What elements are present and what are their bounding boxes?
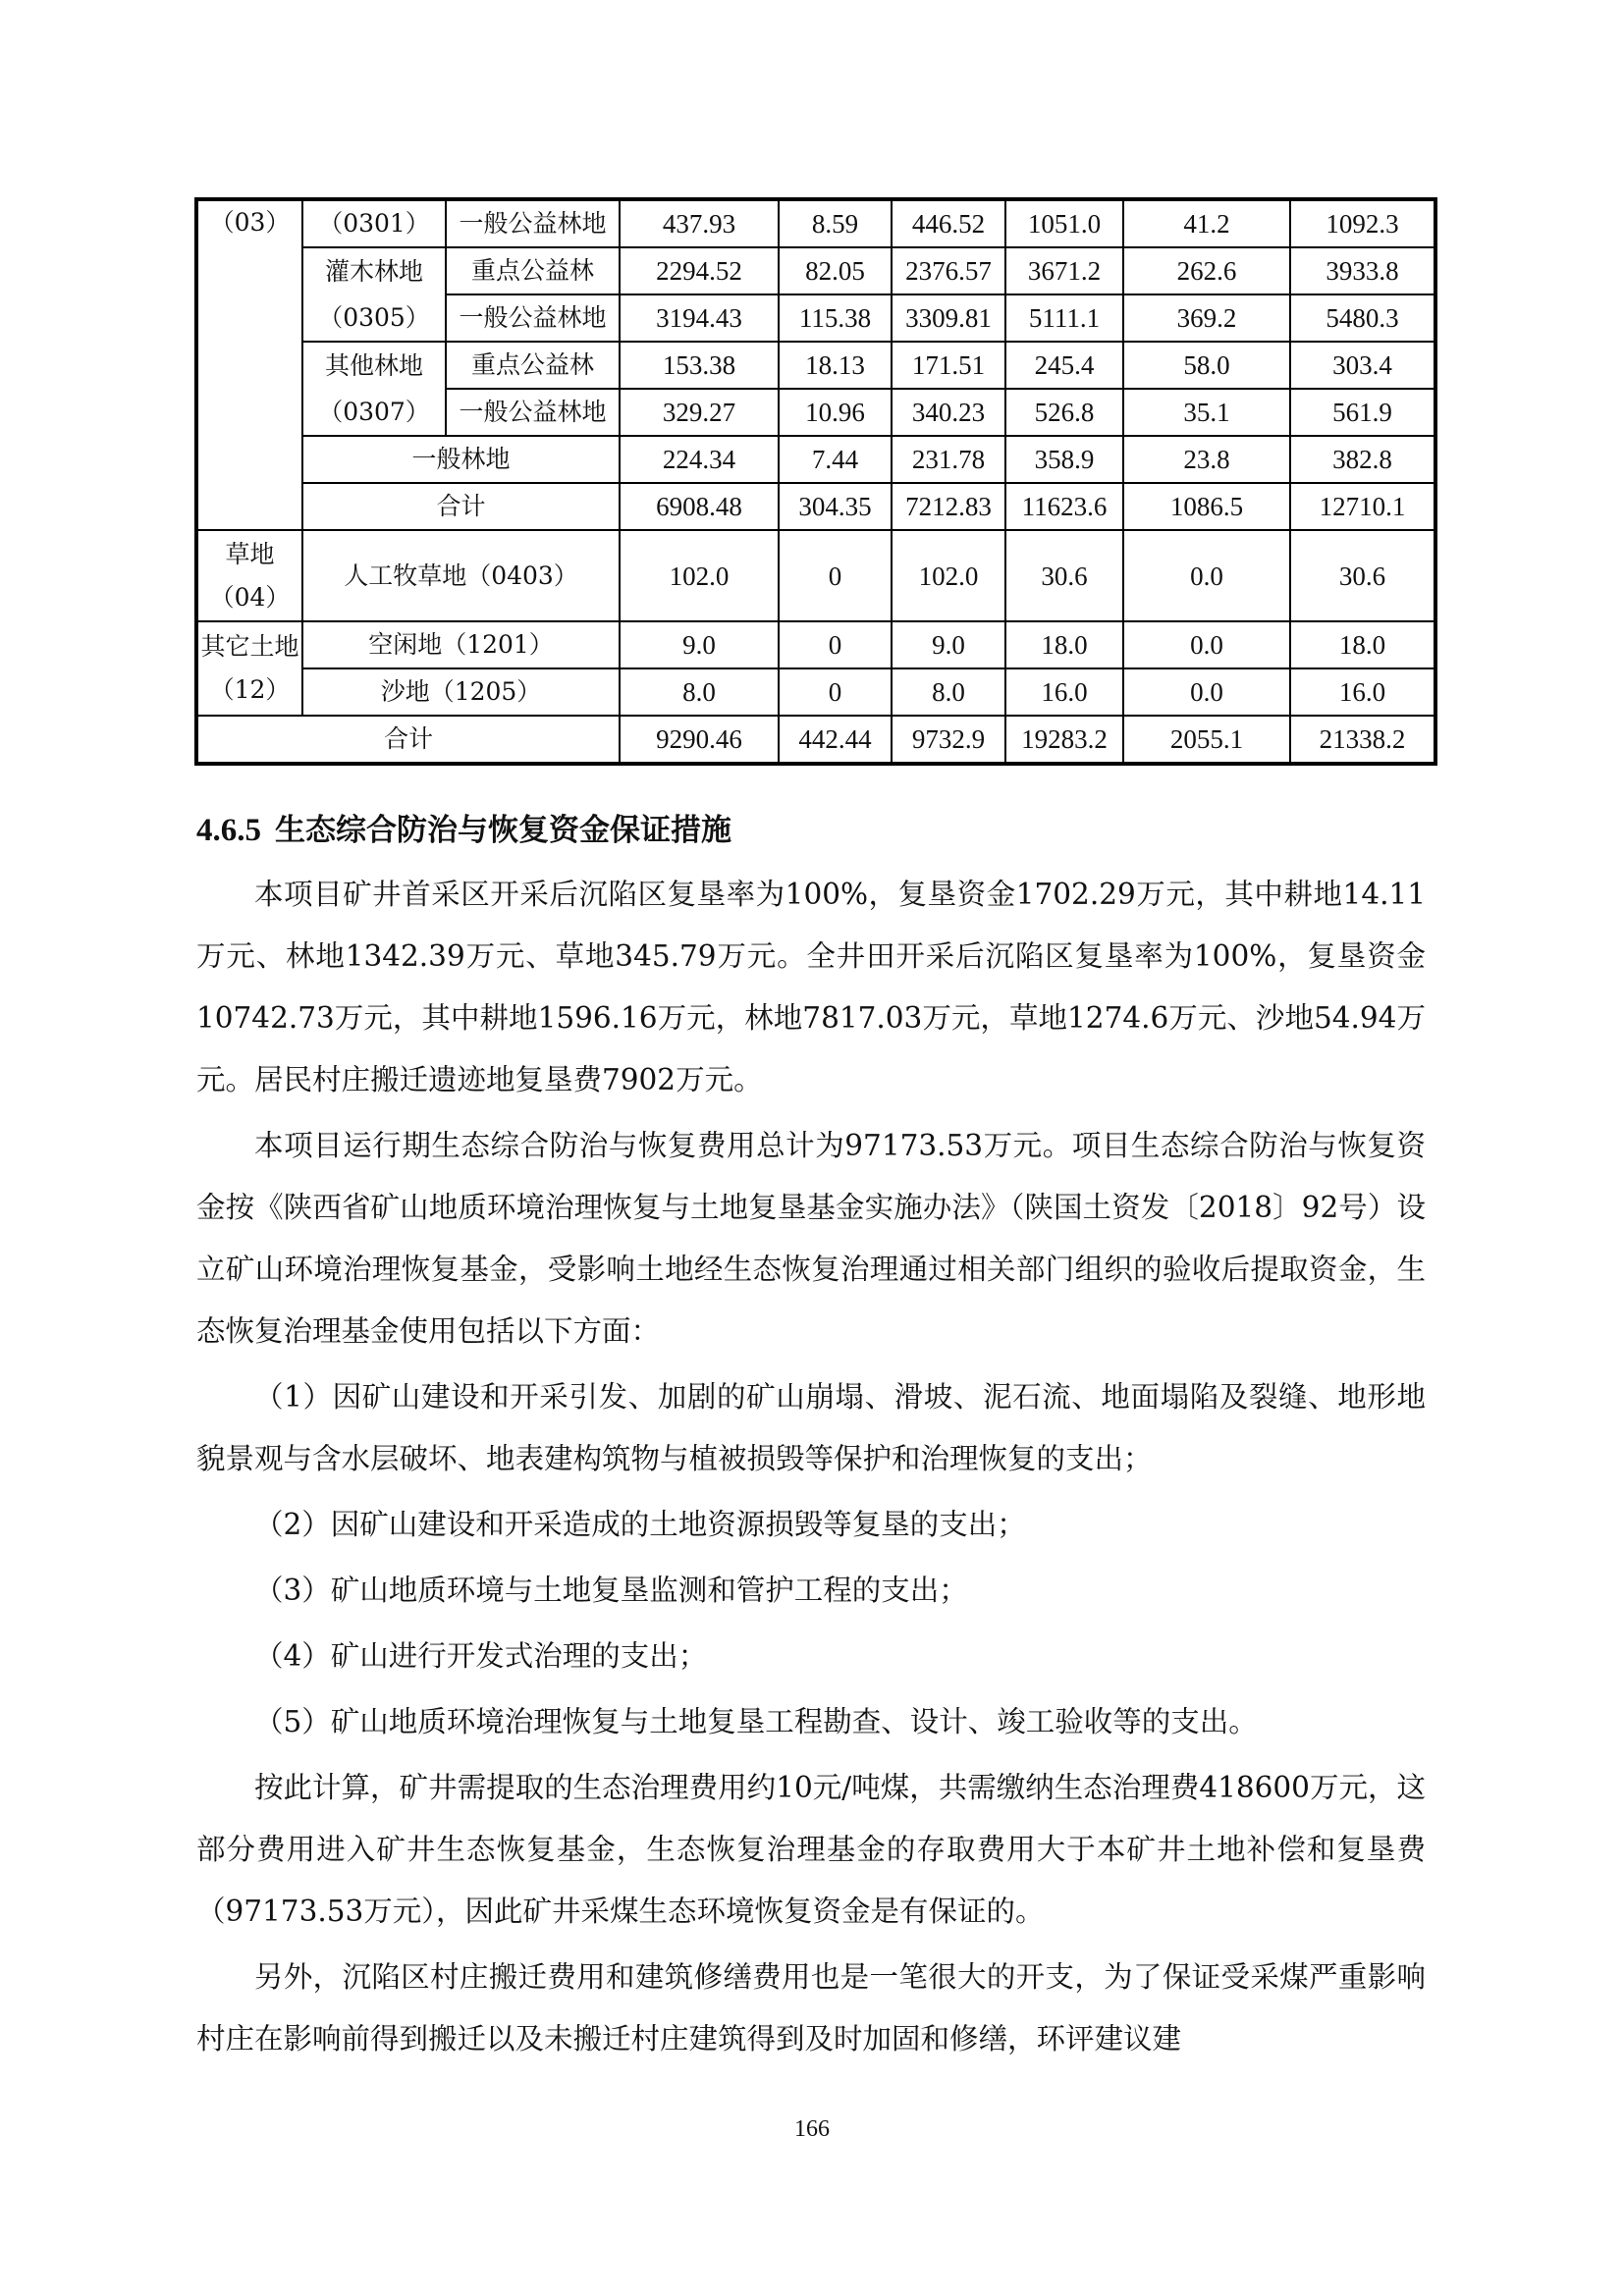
value-cell: 82.05 (779, 247, 892, 294)
table-row (196, 668, 1435, 716)
value-cell: 7.44 (779, 436, 892, 483)
value-cell: 231.78 (892, 436, 1005, 483)
table-row (196, 530, 1435, 621)
value-cell: 329.27 (620, 389, 779, 436)
subcategory-cell: （0305） (302, 294, 446, 342)
table-row (196, 389, 1435, 436)
value-cell: 41.2 (1123, 199, 1290, 247)
value-cell: 115.38 (779, 294, 892, 342)
value-cell: 3309.81 (892, 294, 1005, 342)
value-cell: 2294.52 (620, 247, 779, 294)
page-number: 166 (794, 2116, 830, 2142)
value-cell: 224.34 (620, 436, 779, 483)
value-cell: 446.52 (892, 199, 1005, 247)
table-row (196, 247, 1435, 294)
value-cell: 18.0 (1005, 621, 1123, 668)
value-cell: 303.4 (1290, 342, 1435, 389)
value-cell: 1086.5 (1123, 483, 1290, 530)
category-cell: （03） (196, 199, 302, 530)
table-row-total (196, 716, 1435, 764)
value-cell: 12710.1 (1290, 483, 1435, 530)
value-cell: 102.0 (892, 530, 1005, 621)
value-cell: 0 (779, 668, 892, 716)
value-cell: 3933.8 (1290, 247, 1435, 294)
value-cell: 437.93 (620, 199, 779, 247)
category-cell: 草地（04） (196, 530, 302, 621)
paragraph: 本项目运行期生态综合防治与恢复费用总计为97173.53万元。项目生态综合防治与恢复资金按《陕西省矿山地质环境治理恢复与土地复垦基金实施办法》（陕国土资发〔2018〕92号）设立矿山环境治理恢复基金，受影响土地经生态恢复治理通过相关部门组织的验收后提取资金，生态恢复治理基金使用包括以下方面： (196, 1129, 1426, 1348)
table-row (196, 621, 1435, 668)
type-cell: 沙地（1205） (302, 668, 620, 716)
value-cell: 18.0 (1290, 621, 1435, 668)
value-cell: 30.6 (1005, 530, 1123, 621)
value-cell: 30.6 (1290, 530, 1435, 621)
type-cell: 一般公益林地 (446, 199, 620, 247)
value-cell: 5111.1 (1005, 294, 1123, 342)
value-cell: 0.0 (1123, 530, 1290, 621)
value-cell: 9.0 (620, 621, 779, 668)
list-item: （1）因矿山建设和开采引发、加剧的矿山崩塌、滑坡、泥石流、地面塌陷及裂缝、地形地貌景观与含水层破坏、地表建构筑物与植被损毁等保护和治理恢复的支出； (196, 1380, 1426, 1475)
value-cell: 561.9 (1290, 389, 1435, 436)
value-cell: 0.0 (1123, 621, 1290, 668)
subcategory-cell: 其他林地 (302, 342, 446, 389)
list-item: （3）矿山地质环境与土地复垦监测和管护工程的支出； (254, 1574, 968, 1607)
value-cell: 262.6 (1123, 247, 1290, 294)
section-heading (196, 805, 731, 849)
value-cell: 10.96 (779, 389, 892, 436)
value-cell: 18.13 (779, 342, 892, 389)
paragraph: 另外，沉陷区村庄搬迁费用和建筑修缮费用也是一笔很大的开支，为了保证受采煤严重影响村庄在影响前得到搬迁以及未搬迁村庄建筑得到及时加固和修缮，环评建议建 (196, 1960, 1426, 2056)
value-cell: 0 (779, 530, 892, 621)
category-cell: 其它土地（12） (196, 621, 302, 716)
value-cell: 21338.2 (1290, 716, 1435, 764)
value-cell: 0.0 (1123, 668, 1290, 716)
table-row (196, 294, 1435, 342)
value-cell: 304.35 (779, 483, 892, 530)
value-cell: 7212.83 (892, 483, 1005, 530)
value-cell: 153.38 (620, 342, 779, 389)
table-row (196, 199, 1435, 247)
value-cell: 3194.43 (620, 294, 779, 342)
value-cell: 16.0 (1290, 668, 1435, 716)
subcategory-cell: （0307） (302, 389, 446, 436)
type-cell: 一般公益林地 (446, 294, 620, 342)
value-cell: 35.1 (1123, 389, 1290, 436)
type-cell: 空闲地（1201） (302, 621, 620, 668)
table-row (196, 342, 1435, 389)
list-item: （5）矿山地质环境治理恢复与土地复垦工程勘查、设计、竣工验收等的支出。 (254, 1705, 1258, 1738)
type-cell: 重点公益林 (446, 342, 620, 389)
list-item: （4）矿山进行开发式治理的支出； (254, 1639, 708, 1673)
type-cell: 一般公益林地 (446, 389, 620, 436)
value-cell: 3671.2 (1005, 247, 1123, 294)
subcategory-cell: 灌木林地 (302, 247, 446, 294)
value-cell: 102.0 (620, 530, 779, 621)
value-cell: 9732.9 (892, 716, 1005, 764)
table-row-subtotal (196, 483, 1435, 530)
value-cell: 11623.6 (1005, 483, 1123, 530)
list-item: （2）因矿山建设和开采造成的土地资源损毁等复垦的支出； (254, 1508, 1026, 1541)
value-cell: 369.2 (1123, 294, 1290, 342)
paragraph: 按此计算，矿井需提取的生态治理费用约10元/吨煤，共需缴纳生态治理费418600万元，这部分费用进入矿井生态恢复基金，生态恢复治理基金的存取费用大于本矿井土地补偿和复垦费（97173.53万元），因此矿井采煤生态环境恢复资金是有保证的。 (196, 1771, 1426, 1928)
value-cell: 171.51 (892, 342, 1005, 389)
paragraph: 本项目矿井首采区开采后沉陷区复垦率为100%，复垦资金1702.29万元，其中耕地14.11万元、林地1342.39万元、草地345.79万元。全井田开采后沉陷区复垦率为100%，复垦资金10742.73万元，其中耕地1596.16万元，林地7817.03万元，草地1274.6万元、沙地54.94万元。居民村庄搬迁遗迹地复垦费7902万元。 (196, 878, 1426, 1096)
land-reclamation-table (194, 197, 1437, 766)
value-cell: 9290.46 (620, 716, 779, 764)
value-cell: 1092.3 (1290, 199, 1435, 247)
value-cell: 382.8 (1290, 436, 1435, 483)
table-row (196, 436, 1435, 483)
value-cell: 19283.2 (1005, 716, 1123, 764)
total-label: 合计 (196, 716, 620, 764)
value-cell: 58.0 (1123, 342, 1290, 389)
value-cell: 1051.0 (1005, 199, 1123, 247)
value-cell: 8.59 (779, 199, 892, 247)
subcategory-cell: （0301） (302, 199, 446, 247)
value-cell: 0 (779, 621, 892, 668)
value-cell: 2376.57 (892, 247, 1005, 294)
section-number: 4.6.5 (196, 813, 261, 848)
value-cell: 5480.3 (1290, 294, 1435, 342)
value-cell: 442.44 (779, 716, 892, 764)
value-cell: 23.8 (1123, 436, 1290, 483)
value-cell: 2055.1 (1123, 716, 1290, 764)
body-text (196, 864, 1426, 2074)
type-cell: 重点公益林 (446, 247, 620, 294)
value-cell: 8.0 (892, 668, 1005, 716)
section-title: 生态综合防治与恢复资金保证措施 (275, 813, 731, 848)
value-cell: 8.0 (620, 668, 779, 716)
value-cell: 358.9 (1005, 436, 1123, 483)
value-cell: 9.0 (892, 621, 1005, 668)
subtotal-label: 合计 (302, 483, 620, 530)
value-cell: 16.0 (1005, 668, 1123, 716)
value-cell: 245.4 (1005, 342, 1123, 389)
value-cell: 340.23 (892, 389, 1005, 436)
value-cell: 526.8 (1005, 389, 1123, 436)
value-cell: 6908.48 (620, 483, 779, 530)
type-cell: 人工牧草地（0403） (302, 530, 620, 621)
type-cell: 一般林地 (302, 436, 620, 483)
